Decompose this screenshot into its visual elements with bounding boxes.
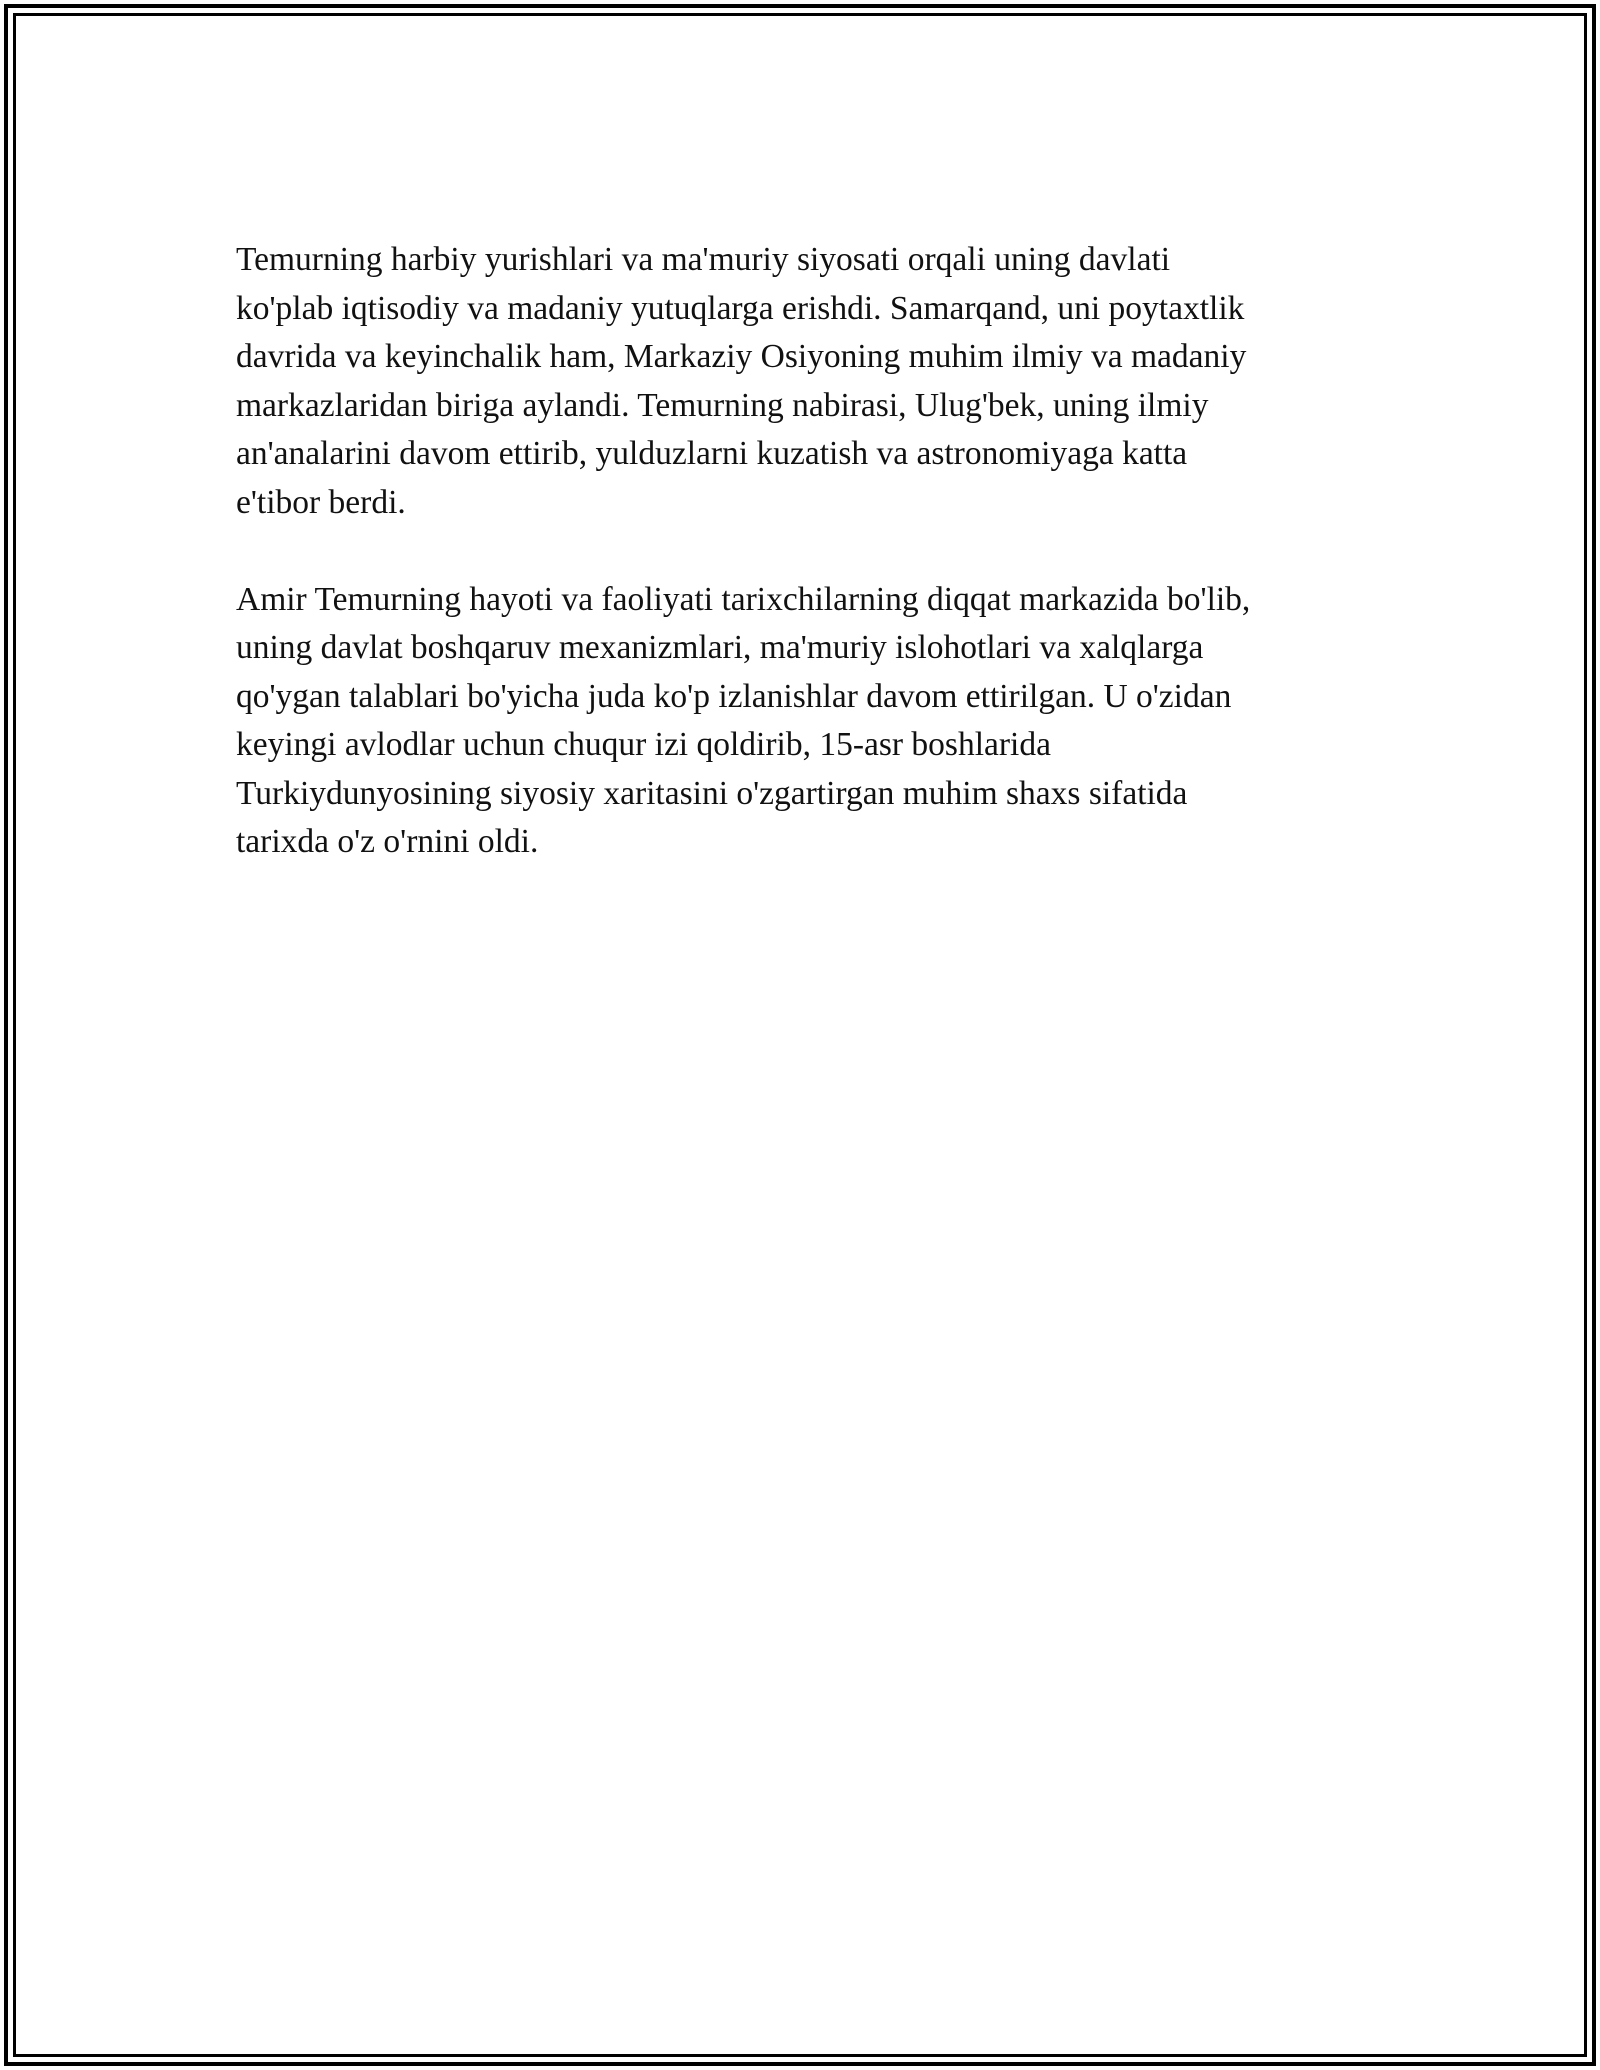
document-body [236, 236, 1361, 867]
paragraph-line: markazlaridan biriga aylandi. Temurning nabirasi, Ulug'bek, uning ilmiy [236, 386, 1209, 424]
paragraph-line: uning davlat boshqaruv mexanizmlari, ma'muriy islohotlari va xalqlarga [236, 629, 1204, 666]
paragraph-line: davrida va keyinchalik ham, Markaziy Osiyoning muhim ilmiy va madaniy [236, 338, 1247, 375]
paragraph-line: Amir Temurning hayoti va faoliyati tarixchilarning diqqat markazida bo'lib, [236, 580, 1251, 618]
paragraph-line: tarixda o'z o'rnini oldi. [236, 823, 539, 860]
paragraph-amir-temur-legacy [236, 576, 1361, 867]
paragraph-line: e'tibor berdi. [236, 483, 406, 521]
paragraph-line: Turkiydunyosining siyosiy xaritasini o'zgartirgan muhim shaxs sifatida [236, 774, 1188, 812]
paragraph-line: ko'plab iqtisodiy va madaniy yutuqlarga erishdi. Samarqand, uni poytaxtlik [236, 289, 1245, 327]
paragraph-line: keyingi avlodlar uchun chuqur izi qoldirib, 15-asr boshlarida [236, 726, 1051, 763]
paragraph-temur-state-achievements [236, 236, 1361, 527]
paragraph-line: qo'ygan talablari bo'yicha juda ko'p izlanishlar davom ettirilgan. U o'zidan [236, 677, 1232, 715]
paragraph-line: Temurning harbiy yurishlari va ma'muriy siyosati orqali uning davlati [236, 241, 1171, 278]
paragraph-line: an'analarini davom ettirib, yulduzlarni kuzatish va astronomiyaga katta [236, 435, 1188, 472]
